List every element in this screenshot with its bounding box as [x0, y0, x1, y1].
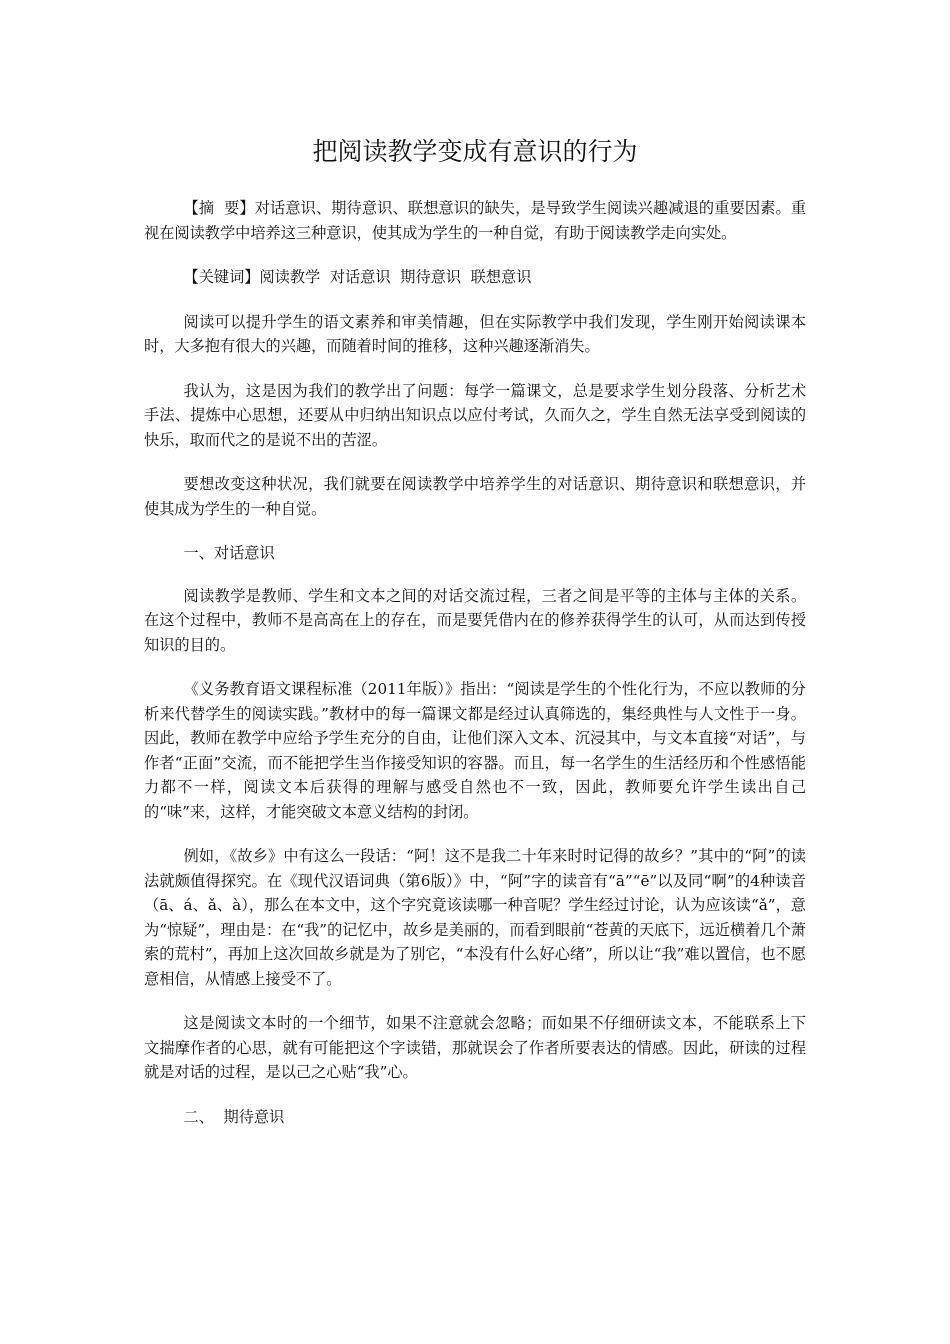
keywords-paragraph	[144, 265, 806, 290]
document-body	[144, 196, 806, 1147]
abstract-text: 对话意识、期待意识、联想意识的缺失，是导致学生阅读兴趣减退的重要因素。重视在阅读教学中培养这三种意识，使其成为学生的一种自觉，有助于阅读教学走向实处。	[144, 199, 807, 242]
section-heading-expectation: 二、 期待意识	[183, 1107, 285, 1126]
section1-paragraph-2: 《义务教育语文课程标准（2011年版）》指出：“阅读是学生的个性化行为，不应以教师的分析来代替学生的阅读实践。”教材中的每一篇课文都是经过认真筛选的，集经典性与人文性于一身。因此，教师在教学中应给予学生充分的自由，让他们深入文本、沉浸其中，与文本直接“对话”，与作者“正面”交流，而不能把学生当作接受知识的容器。而且，每一名学生的生活经历和个性感悟能力都不一样，阅读文本后获得的理解与感受自然也不一致，因此，教师要允许学生读出自己的“味”来，这样，才能突破文本意义结构的封闭。	[144, 680, 806, 821]
keywords-label: 【关键词】	[183, 268, 260, 286]
intro-paragraph-2: 我认为，这是因为我们的教学出了问题：每学一篇课文，总是要求学生划分段落、分析艺术手法、提炼中心思想，还要从中归纳出知识点以应付考试，久而久之，学生自然无法享受到阅读的快乐，取而代之的是说不出的苦涩。	[144, 381, 806, 449]
abstract-paragraph	[144, 196, 806, 245]
section1-paragraph-3: 例如，《故乡》中有这么一段话：“阿！这不是我二十年来时时记得的故乡？”其中的“阿”的读法就颇值得探究。在《现代汉语词典（第6版）》中，“阿”字的读音有“ā”“ē”以及同“啊”的4种读音（ā、á、ǎ、à），那么在本文中，这个字究竟该读哪一种音呢？学生经过讨论，认为应该读“ǎ”，意为“惊疑”，理由是：在“我”的记忆中，故乡是美丽的，而看到眼前“苍黄的天底下，远近横着几个萧索的荒村”，再加上这次回故乡就是为了别它，“本没有什么好心绪”，所以让“我”难以置信，也不愿意相信，从情感上接受不了。	[144, 847, 806, 988]
abstract-label: 【摘 要】	[183, 199, 255, 217]
section1-paragraph-4: 这是阅读文本时的一个细节，如果不注意就会忽略；而如果不仔细研读文本，不能联系上下文揣摩作者的心思，就有可能把这个字读错，那就误会了作者所要表达的情感。因此，研读的过程就是对话的过程，是以己之心贴“我”心。	[144, 1014, 806, 1081]
intro-paragraph-3: 要想改变这种状况，我们就要在阅读教学中培养学生的对话意识、期待意识和联想意识，并使其成为学生的一种自觉。	[144, 475, 806, 518]
keywords-text: 阅读教学 对话意识 期待意识 联想意识	[259, 268, 532, 286]
intro-paragraph-1: 阅读可以提升学生的语文素养和审美情趣，但在实际教学中我们发现，学生刚开始阅读课本时，大多抱有很大的兴趣，而随着时间的推移，这种兴趣逐渐消失。	[144, 312, 806, 355]
document-title: 把阅读教学变成有意识的行为	[312, 137, 638, 166]
section1-paragraph-1: 阅读教学是教师、学生和文本之间的对话交流过程，三者之间是平等的主体与主体的关系。在这个过程中，教师不是高高在上的存在，而是要凭借内在的修养获得学生的认可，从而达到传授知识的目的。	[144, 586, 806, 654]
section-heading-dialogue: 一、对话意识	[183, 544, 275, 562]
